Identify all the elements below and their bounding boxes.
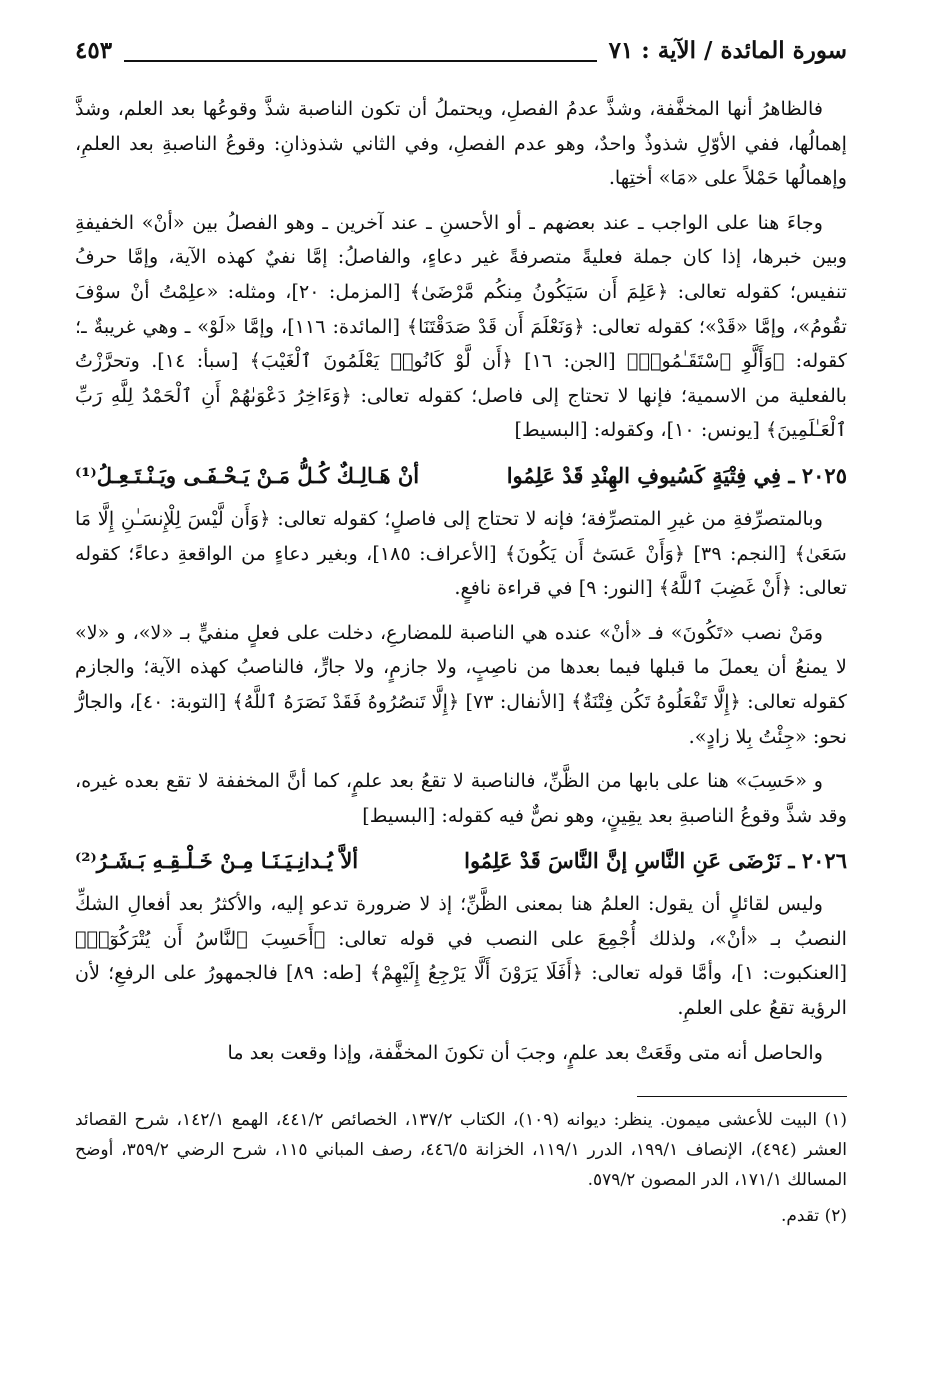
verse-2026 — [75, 843, 847, 879]
header-rule — [124, 60, 597, 62]
page-body — [75, 92, 847, 1231]
paragraph: وجاءَ هنا على الواجب ـ عند بعضهم ـ أو الأحسنِ ـ عند آخرين ـ وهو الفصلُ بين «أنْ» الخفيفةِ وبين خبرها، إذا كان جملة فعليةً متصرفةً غير دعاءٍ، والفاصلُ: إمَّا نفيٌ كهذه الآية، وإمَّا حرفُ تنفيس؛ كقوله تعالى: ﴿عَلِمَ أَن سَيَكُونُ مِنكُم مَّرْضَىٰ﴾ [المزمل: ٢٠]، ومثله: «علِمْتُ أنْ سوْفَ تقُومُ»، وإمَّا «قَدْ»؛ كقوله تعالى: ﴿وَنَعْلَمَ أَن قَدْ صَدَقْتَنَا﴾ [المائدة: ١١٦]، وإمَّا «لَوْ» ـ وهي غريبةٌ ـ؛ كقوله: ﴿وَأَلَّوِ ٱسْتَقَـٰمُوا۟﴾ [الجن: ١٦] ﴿أَن لَّوْ كَانُوا۟ يَعْلَمُونَ ٱلْغَيْبَ﴾ [سبأ: ١٤]. وتحرَّزْتُ بالفعلية من الاسمية؛ فإنها لا تحتاج إلى فاصل؛ كقوله تعالى: ﴿وَءَاخِرُ دَعْوَىٰهُمْ أَنِ ٱلْحَمْدُ لِلَّهِ رَبِّ ٱلْعَـٰلَمِينَ﴾ [يونس: ١٠]، وكقوله: [البسيط] — [75, 210, 848, 442]
verse-first-hemistich: ٢٠٢٦ ـ نَرْضَى عَنِ النَّاسِ إنَّ النَّاسَ قَدْ عَلِمُوا — [464, 848, 847, 874]
footnotes — [75, 1105, 847, 1231]
surah-title: سورة المائدة / الآية : ٧١ — [608, 36, 847, 64]
paragraph: والحاصل أنه متى وقَعَتْ بعد علمٍ، وجبَ أن تكونَ المخفَّفة، وإذا وقعت بعد ما — [227, 1040, 823, 1064]
paragraph: و «حَسِبَ» هنا على بابها من الظَّنِّ، فالناصبة لا تقعُ بعد علمٍ، كما أنَّ المخففة لا تقع بعده غيره، وقد شذَّ وقوعُ الناصبةِ بعد يقِينٍ، وهو نصٌّ فيه كقوله: [البسيط] — [75, 769, 847, 827]
verse-second-hemistich: أنْ هَـالِـكٌ كُـلُّ مَـنْ يَـحْـفَـى ويَـنْـتَـعِـلُ⁽¹⁾ — [75, 462, 420, 488]
footnote: (٢) تقدم. — [780, 1206, 847, 1227]
verse-second-hemistich: ألاَّ يُـدانِـيَـنَـا مِـنْ خَـلْـقِـهِ بَـشَـرُ⁽²⁾ — [75, 848, 359, 874]
paragraph: وليس لقائلٍ أن يقول: العلمُ هنا بمعنى الظَّنِّ؛ إذ لا ضرورة تدعو إليه، والأكثرُ بعد أفعالِ الشكِّ النصبُ بـ «أنْ»، ولذلك أُجْمِعَ على النصب في قوله تعالى: ﴿أَحَسِبَ ٱلنَّاسُ أَن يُتْرَكُوٓا۟﴾ [العنكبوت: ١]، وأمَّا قوله تعالى: ﴿أَفَلَا يَرَوْنَ أَلَّا يَرْجِعُ إِلَيْهِمْ﴾ [طه: ٨٩] فالجمهورُ على الرفعِ؛ لأن الرؤية تقعُ على العلمِ. — [75, 892, 847, 1020]
paragraph: ومَنْ نصب «تَكُونَ» فـ «أنْ» عنده هي الناصبة للمضارعِ، دخلت على فعلٍ منفيٍّ بـ «لا»، و «لا» لا يمنعُ أن يعملَ ما قبلها فيما بعدها من ناصِبٍ، ولا جازمٍ، ولا جارٍّ، فالناصبُ كهذه الآية؛ والجازم كقوله تعالى: ﴿إِلَّا تَفْعَلُوهُ تَكُن فِتْنَةٌ﴾ [الأنفال: ٧٣] ﴿إِلَّا تَنصُرُوهُ فَقَدْ نَصَرَهُ ٱللَّهُ﴾ [التوبة: ٤٠]، والجارُّ نحو: «جِئْتُ بِلا زادٍ». — [75, 620, 847, 748]
page-number: ٤٥٣ — [75, 36, 113, 64]
page-header — [75, 30, 847, 70]
paragraph: وبالمتصرِّفةِ من غيرِ المتصرِّفة؛ فإنه لا تحتاج إلى فاصلٍ؛ كقوله تعالى: ﴿وَأَن لَّيْسَ لِلْإِنسَـٰنِ إِلَّا مَا سَعَىٰ﴾ [النجم: ٣٩] ﴿وَأَنْ عَسَىٰٓ أَن يَكُونَ﴾ [الأعراف: ١٨٥]، وبغير دعاءٍ من الواقعةِ دعاءً؛ كقوله تعالى: ﴿أَنْ غَضِبَ ٱللَّهُ﴾ [النور: ٩] في قراءة نافعٍ. — [75, 506, 848, 600]
footnote: (١) البيت للأعشى ميمون. ينظر: ديوانه (١٠٩)، الكتاب ١٣٧/٢، الخصائص ٤٤١/٢، الهمع ١٤٢/١، شرح القصائد العشر (٤٩٤)، الإنصاف ١٩٩/١، الدرر ١١٩/١، الخزانة ٤٤٦/٥، رصف المباني ١١٥، شرح الرضي ٣٥٩/٢، أوضح المسالك ١٧١/١، الدر المصون ٥٧٩/٢. — [75, 1110, 847, 1191]
verse-2025 — [75, 458, 847, 494]
verse-first-hemistich: ٢٠٢٥ ـ فِي فِتْيَةٍ كَسُيوفِ الهِنْدِ قَدْ عَلِمُوا — [506, 462, 847, 488]
paragraph: فالظاهرُ أنها المخفَّفة، وشذَّ عدمُ الفصلِ، ويحتملُ أن تكون الناصبة شذَّ وقوعُها بعد العلم، وشذَّ إهمالُها، ففي الأوّلِ شذوذٌ واحدٌ، وهو عدم الفصلِ، وفي الثاني شذوذانِ: وقوعُ الناصبةِ بعد العلمِ، وإهمالُها حَمْلاً على «مَا» أختِها. — [75, 97, 847, 190]
footnote-divider — [637, 1096, 847, 1097]
